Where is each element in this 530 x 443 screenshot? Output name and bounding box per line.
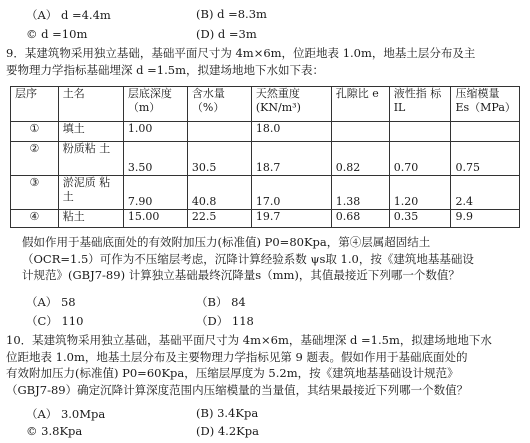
q9-option-c[interactable]: （C） 110 (26, 314, 84, 328)
q10-option-d[interactable]: (D) 4.2Kpa (196, 424, 259, 438)
cell-e (331, 122, 389, 142)
q9-body-line: （OCR=1.5）可作为不压缩层考虑，沉降计算经验系数 ψs取 1.0，按《建筑地基基础设 (22, 251, 474, 266)
q9-option-d[interactable]: （D） 118 (196, 314, 254, 328)
cell-name: 填土 (58, 122, 123, 142)
table-row (11, 122, 520, 142)
header-cell: 孔隙比 e (331, 87, 389, 122)
cell-name: 粘土 (58, 210, 123, 228)
soil-properties-table (10, 86, 520, 228)
header-cell: 液性指 标IL (389, 87, 451, 122)
cell-seq: ① (11, 122, 59, 142)
q9-option-b[interactable]: （B） 84 (196, 295, 246, 309)
cell-depth: 3.50 (123, 142, 187, 176)
header-cell: 土名 (58, 87, 123, 122)
q9-stem (6, 45, 524, 78)
cell-seq: ③ (11, 176, 59, 210)
cell-depth: 7.90 (123, 176, 187, 210)
q10-option-a[interactable]: （A） 3.0Mpa (26, 407, 106, 421)
header-cell: 含水量 （%） (187, 87, 251, 122)
q9-stem-line: 要物理力学指标基础埋深 d =1.5m，拟建场地地下水如下表： (6, 62, 324, 77)
table-row (11, 142, 520, 176)
header-cell: 层序 (11, 87, 59, 122)
cell-name: 粉质粘 土 (58, 142, 123, 176)
q9-body-line: 假如作用于基础底面处的有效附加压力(标准值) P0=80Kpa，第④层属超固结土 (22, 235, 431, 249)
cell-seq: ④ (11, 210, 59, 228)
option-a[interactable]: （A） d =4.4m (26, 8, 111, 22)
cell-es (451, 122, 520, 142)
cell-es: 9.9 (451, 210, 520, 228)
cell-es: 0.75 (451, 142, 520, 176)
q9-body (22, 234, 524, 284)
q9-option-a[interactable]: （A） 58 (26, 295, 76, 309)
q10-stem-line: 10．某建筑物采用独立基础，基础平面尺寸为 4m×6m，基础埋深 d =1.5m，拟建场地地下水 (6, 333, 492, 347)
q10-stem-line: 位距地表 1.0m，地基土层分布及主要物理力学指标见第 9 题表。假如作用于基础底面处的 (6, 349, 468, 364)
cell-e: 0.68 (331, 210, 389, 228)
q10-stem-line: （GBJ7-89）确定沉降计算深度范围内压缩模量的当量值，其结果最接近下列哪一个数值？ (6, 382, 469, 397)
cell-gamma: 17.0 (251, 176, 331, 210)
cell-depth: 1.00 (123, 122, 187, 142)
cell-gamma: 19.7 (251, 210, 331, 228)
cell-il (389, 122, 451, 142)
header-cell: 天然重度 (KN/m³) (251, 87, 331, 122)
q9-stem-line: 9．某建筑物采用独立基础，基础平面尺寸为 4m×6m，位距地表 1.0m，地基土层分布及主 (6, 46, 476, 60)
cell-il: 0.35 (389, 210, 451, 228)
cell-il: 0.70 (389, 142, 451, 176)
q10-option-b[interactable]: (B) 3.4Kpa (196, 406, 259, 420)
table-row (11, 210, 520, 228)
cell-gamma: 18.0 (251, 122, 331, 142)
q9-body-line: 计规范》(GBJ7-89) 计算独立基础最终沉降量s（mm)，其值最接近下列哪一个数值？ (22, 268, 460, 282)
cell-e: 1.38 (331, 176, 389, 210)
table-row (11, 176, 520, 210)
cell-name: 淤泥质 粘土 (58, 176, 123, 210)
header-cell: 压缩模量 Es（MPa） (451, 87, 520, 122)
cell-gamma: 18.7 (251, 142, 331, 176)
table-header-row (11, 87, 520, 122)
cell-w: 40.8 (187, 176, 251, 210)
q10-stem-line: 有效附加压力(标准值) P0=60Kpa，压缩层厚度为 5.2m，按《建筑地基基础设计规范》 (6, 366, 459, 380)
cell-seq: ② (11, 142, 59, 176)
cell-w: 30.5 (187, 142, 251, 176)
cell-depth: 15.00 (123, 210, 187, 228)
cell-il: 1.20 (389, 176, 451, 210)
cell-es: 2.4 (451, 176, 520, 210)
header-cell: 层底深度 （m） (123, 87, 187, 122)
q10-stem (6, 332, 524, 398)
q10-option-c[interactable]: © 3.8Kpa (26, 424, 83, 438)
cell-w (187, 122, 251, 142)
cell-e: 0.82 (331, 142, 389, 176)
option-c[interactable]: © d =10m (26, 27, 88, 41)
option-b[interactable]: (B) d =8.3m (196, 7, 267, 21)
cell-w: 22.5 (187, 210, 251, 228)
option-d[interactable]: (D) d =3m (196, 27, 257, 41)
